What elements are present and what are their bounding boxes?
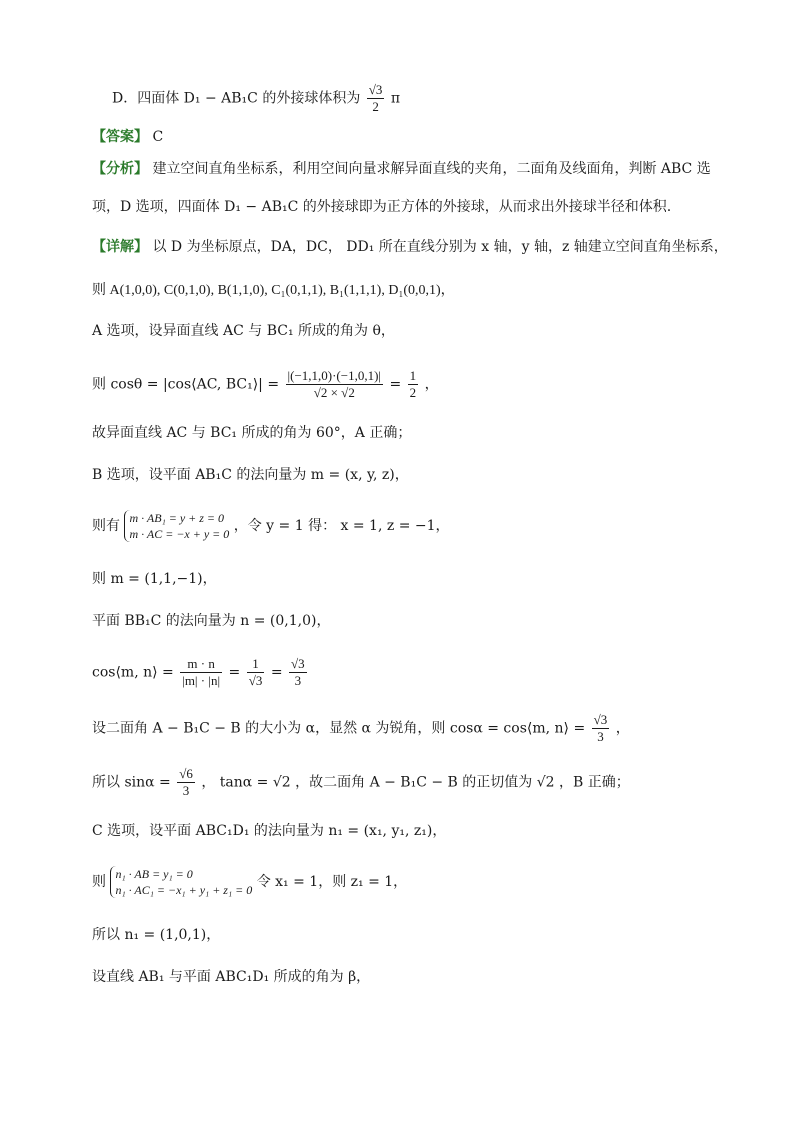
equation-row: m · AC = −x + y = 0 — [129, 527, 230, 541]
cos-mn-eq: = — [228, 664, 241, 681]
option-a-intro: A 选项，设异面直线 AC 与 BC₁ 所成的角为 θ， — [92, 323, 395, 339]
option-b-intro: B 选项，设平面 AB₁C 的法向量为 m = (x, y, z)， — [92, 467, 409, 483]
cos-mn-fraction — [180, 656, 222, 689]
cos-mn-lhs: cos⟨m, n⟩ = — [92, 664, 174, 681]
system-pre: 则 — [92, 874, 106, 890]
option-d-text: D．四面体 D₁ − AB₁C 的外接球体积为 — [112, 90, 361, 107]
answer-value: C — [152, 129, 164, 145]
fraction-numerator: √3 — [593, 712, 608, 727]
option-b-m-vector: 则 m = (1,1,−1)， — [92, 571, 217, 587]
equation-row: m · AB₁ = y + z = 0 — [129, 511, 225, 525]
fraction-denominator: 3 — [182, 783, 190, 798]
detail-tag: 【详解】 — [92, 239, 148, 255]
system-pre: 则有 — [92, 518, 120, 534]
analysis-text-1: 建立空间直角坐标系，利用空间向量求解异面直线的夹角，二面角及线面角，判断 ABC 选 — [152, 161, 711, 177]
answer-tag: 【答案】 — [92, 129, 148, 145]
option-a-cos — [92, 368, 439, 401]
fraction-denominator: |m| · |n| — [182, 673, 221, 688]
fraction-denominator: 3 — [597, 729, 604, 744]
option-d-tail: π — [390, 90, 401, 107]
option-b-sin-tan — [92, 766, 630, 799]
option-d — [112, 82, 400, 115]
fraction-denominator: √3 — [248, 673, 263, 688]
equation-row: n₁ · AB = y₁ = 0 — [115, 867, 193, 881]
option-d-fraction — [367, 82, 385, 115]
system-post: 令 x₁ = 1，则 z₁ = 1， — [256, 874, 408, 890]
alpha-text: 设二面角 A − B₁C − B 的大小为 α，显然 α 为锐角，则 cosα = cos⟨m, n⟩ = — [92, 720, 586, 737]
equation-system — [124, 510, 229, 542]
equation-row: n₁ · AC₁ = −x₁ + y₁ + z₁ = 0 — [115, 883, 253, 897]
system-post: ，令 y = 1 得： x = 1, z = −1， — [233, 518, 450, 534]
option-b-alpha — [92, 712, 630, 745]
analysis-tag: 【分析】 — [92, 161, 148, 177]
alpha-fraction — [592, 712, 610, 745]
fraction-numerator: 1 — [247, 656, 265, 673]
fraction-numerator: √3 — [291, 656, 305, 671]
detail-text-1: 以 D 为坐标原点，DA，DC， DD₁ 所在直线分别为 x 轴，y 轴，z 轴建立空间直角坐标系， — [152, 239, 728, 255]
cos-mn-fraction-3 — [289, 656, 307, 689]
fraction-denominator: 2 — [372, 99, 379, 114]
fraction-numerator: m · n — [180, 656, 222, 673]
cos-result-fraction — [408, 368, 419, 401]
sin-fraction — [177, 766, 195, 799]
fraction-numerator: √3 — [368, 82, 383, 97]
cos-lhs: 则 cosθ = |cos⟨AC, BC₁⟩| = — [92, 376, 280, 393]
fraction-numerator: 1 — [409, 368, 417, 383]
option-c-system — [92, 866, 407, 898]
cos-mn-fraction-2 — [247, 656, 265, 689]
cos-fraction — [286, 368, 384, 401]
option-b-n-vector: 平面 BB₁C 的法向量为 n = (0,1,0)， — [92, 613, 331, 629]
option-c-beta: 设直线 AB₁ 与平面 ABC₁D₁ 所成的角为 β， — [92, 969, 371, 985]
sin-tan-tail: ， tanα = √2 ，故二面角 A − B₁C − B 的正切值为 √2 ，B 正确； — [201, 774, 630, 791]
fraction-denominator: 3 — [294, 673, 302, 688]
option-b-cos — [92, 656, 309, 689]
fraction-denominator: 2 — [409, 385, 417, 400]
alpha-tail: ， — [615, 720, 630, 737]
option-c-n1-vector: 所以 n₁ = (1,0,1)， — [92, 927, 221, 943]
cos-tail: ， — [424, 376, 439, 393]
option-c-intro: C 选项，设平面 ABC₁D₁ 的法向量为 n₁ = (x₁, y₁, z₁)， — [92, 823, 447, 839]
analysis-line-2: 项，D 选项，四面体 D₁ − AB₁C 的外接球即为正方体的外接球，从而求出外接球半径和体积. — [92, 199, 672, 215]
answer-line — [92, 128, 163, 146]
option-b-system — [92, 510, 450, 542]
fraction-denominator: √2 × √2 — [313, 385, 355, 400]
cos-mn-eq-2: = — [270, 664, 283, 681]
fraction-numerator: √6 — [179, 766, 193, 781]
sin-text: 所以 sinα = — [92, 774, 171, 791]
option-a-conclusion: 故异面直线 AC 与 BC₁ 所成的角为 60°，A 正确； — [92, 425, 412, 441]
analysis-line-1 — [92, 160, 711, 178]
equation-system — [110, 866, 252, 898]
coords-line: 则 A(1,0,0), C(0,1,0), B(1,1,0), C₁(0,1,1), B₁(1,1,1), D₁(0,0,1)， — [92, 283, 455, 298]
detail-line-1 — [92, 238, 728, 256]
fraction-numerator: |(−1,1,0)·(−1,0,1)| — [287, 368, 382, 383]
cos-eq: = — [389, 376, 402, 393]
